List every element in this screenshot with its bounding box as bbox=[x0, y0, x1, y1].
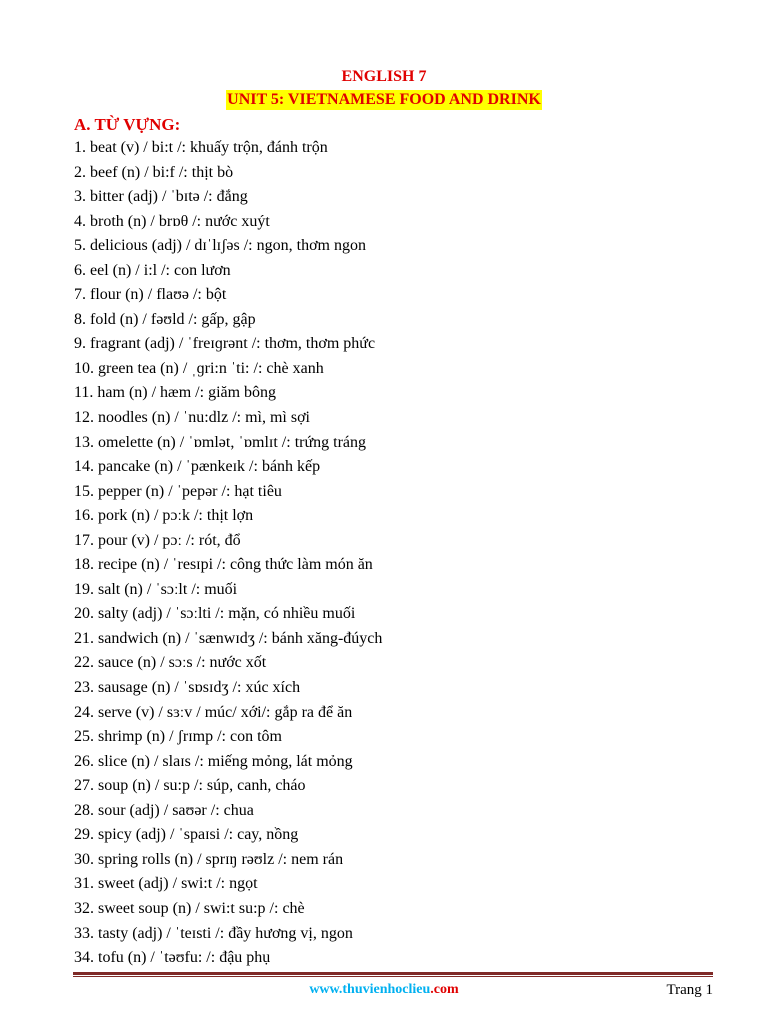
vocabulary-item: 7. flour (n) / flaʊə /: bột bbox=[74, 286, 227, 304]
vocabulary-item: 3. bitter (adj) / ˈbɪtə /: đắng bbox=[74, 188, 248, 206]
vocabulary-item: 30. spring rolls (n) / sprɪŋ rəʊlz /: nem rán bbox=[74, 850, 344, 868]
vocabulary-item: 22. sauce (n) / sɔːs /: nước xốt bbox=[74, 654, 267, 672]
vocabulary-item: 13. omelette (n) / ˈɒmlət, ˈɒmlɪt /: trứng tráng bbox=[74, 433, 367, 451]
vocabulary-item: 27. soup (n) / su:p /: súp, canh, cháo bbox=[74, 777, 306, 795]
footer-divider-thick bbox=[73, 972, 713, 975]
vocabulary-item: 33. tasty (adj) / ˈteɪsti /: đầy hương vị, ngon bbox=[74, 924, 353, 942]
vocabulary-item: 2. beef (n) / bi:f /: thịt bò bbox=[74, 163, 234, 181]
vocabulary-item: 20. salty (adj) / ˈsɔːlti /: mặn, có nhiều muối bbox=[74, 605, 356, 623]
footer-divider bbox=[73, 972, 713, 978]
vocabulary-item: 12. noodles (n) / ˈnu:dlz /: mì, mì sợi bbox=[74, 409, 310, 427]
footer-website-link[interactable] bbox=[0, 981, 768, 999]
footer-site-name[interactable]: www.thuvienhoclieu bbox=[309, 982, 431, 997]
vocabulary-item: 5. delicious (adj) / dɪˈlɪʃəs /: ngon, thơm ngon bbox=[74, 237, 366, 255]
vocabulary-item: 6. eel (n) / i:l /: con lươn bbox=[74, 261, 231, 279]
vocabulary-item: 18. recipe (n) / ˈresɪpi /: công thức làm món ăn bbox=[74, 556, 373, 574]
page-number: Trang 1 bbox=[666, 982, 713, 998]
vocabulary-item: 8. fold (n) / fəʊld /: gấp, gập bbox=[74, 310, 256, 328]
document-title: ENGLISH 7 bbox=[341, 68, 427, 85]
vocabulary-item: 1. beat (v) / bi:t /: khuấy trộn, đánh trộn bbox=[74, 139, 328, 156]
vocabulary-item: 25. shrimp (n) / ʃrɪmp /: con tôm bbox=[74, 728, 282, 746]
footer-site-tld[interactable]: .com bbox=[430, 982, 459, 997]
vocabulary-item: 26. slice (n) / slaɪs /: miếng mỏng, lát mỏng bbox=[74, 752, 353, 770]
vocabulary-item: 11. ham (n) / hæm /: giăm bông bbox=[74, 384, 277, 402]
vocabulary-item: 9. fragrant (adj) / ˈfreɪɡrənt /: thơm, thơm phức bbox=[74, 335, 376, 353]
vocabulary-item: 31. sweet (adj) / swi:t /: ngọt bbox=[74, 875, 258, 893]
vocabulary-item: 16. pork (n) / pɔːk /: thịt lợn bbox=[74, 507, 254, 525]
footer-divider-thin bbox=[73, 976, 713, 977]
vocabulary-item: 23. sausage (n) / ˈsɒsɪdʒ /: xúc xích bbox=[74, 679, 301, 697]
vocabulary-item: 19. salt (n) / ˈsɔːlt /: muối bbox=[74, 580, 238, 598]
unit-title: UNIT 5: VIETNAMESE FOOD AND DRINK bbox=[227, 91, 541, 108]
vocabulary-item: 29. spicy (adj) / ˈspaɪsi /: cay, nồng bbox=[74, 826, 299, 844]
vocabulary-item: 17. pour (v) / pɔː /: rót, đổ bbox=[74, 531, 241, 549]
vocabulary-item: 28. sour (adj) / saʊər /: chua bbox=[74, 801, 254, 819]
vocabulary-item: 34. tofu (n) / ˈtəʊfu: /: đậu phụ bbox=[74, 949, 271, 967]
vocabulary-item: 21. sandwich (n) / ˈsænwɪdʒ /: bánh xăng-đúych bbox=[74, 629, 383, 647]
vocabulary-list bbox=[74, 136, 714, 971]
section-heading-vocabulary: A. TỪ VỰNG: bbox=[74, 115, 181, 134]
page-header bbox=[0, 66, 768, 110]
vocabulary-item: 4. broth (n) / brɒθ /: nước xuýt bbox=[74, 212, 270, 230]
vocabulary-item: 15. pepper (n) / ˈpepər /: hạt tiêu bbox=[74, 482, 282, 500]
vocabulary-item: 24. serve (v) / sɜːv / múc/ xới/: gắp ra để ăn bbox=[74, 703, 353, 721]
vocabulary-item: 14. pancake (n) / ˈpænkeɪk /: bánh kếp bbox=[74, 458, 321, 476]
vocabulary-item: 32. sweet soup (n) / swi:t su:p /: chè bbox=[74, 899, 305, 917]
vocabulary-item: 10. green tea (n) / ˌɡri:n ˈti: /: chè xanh bbox=[74, 359, 324, 377]
